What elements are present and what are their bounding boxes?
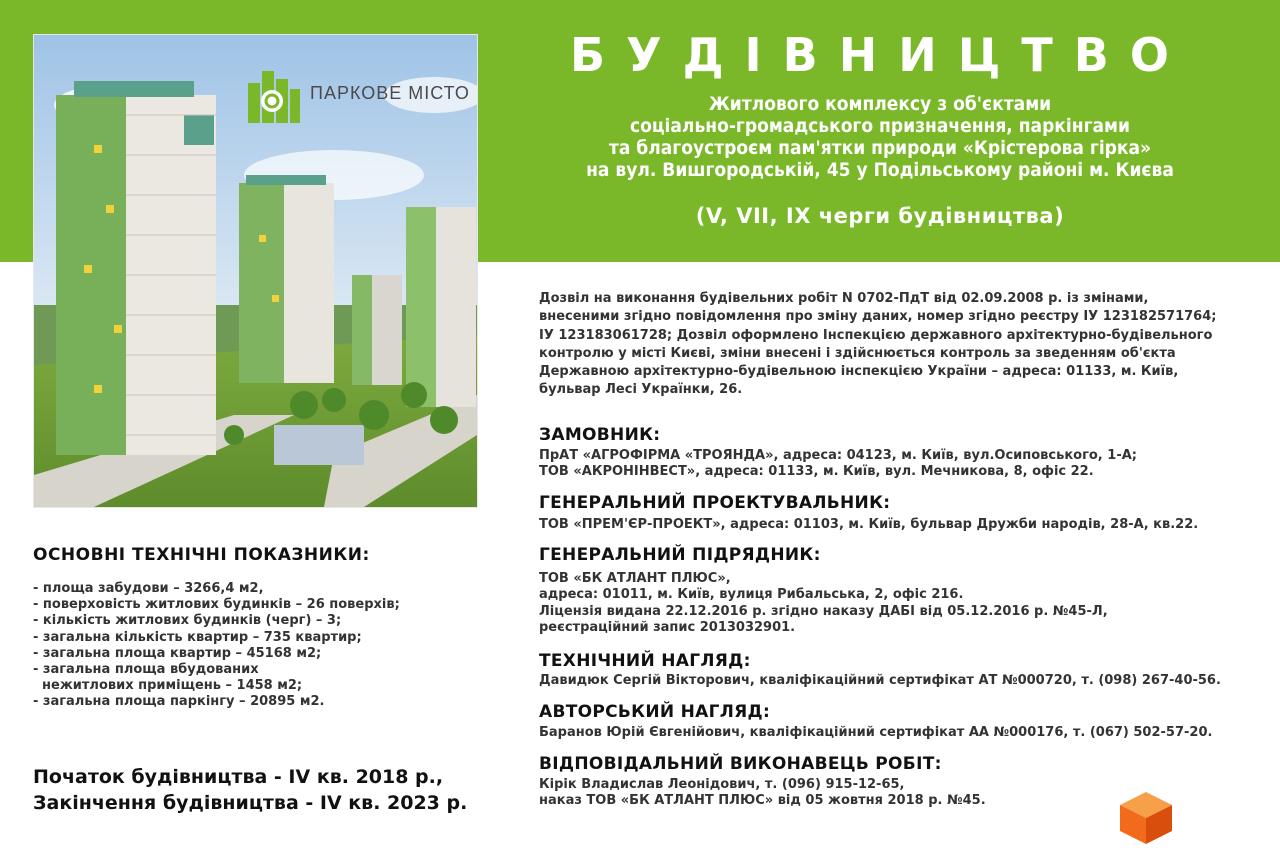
author-supervision-details — [539, 725, 1259, 741]
tech-indicators-list — [33, 581, 400, 711]
author-supervision-heading: АВТОРСЬКИЙ НАГЛЯД: — [539, 702, 771, 722]
logo-text: ПАРКОВЕ МІСТО — [310, 83, 470, 103]
executor-line: наказ ТОВ «БК АТЛАНТ ПЛЮС» від 05 жовтня 2018 р. №45. — [539, 793, 986, 809]
list-item: нежитлових приміщень – 1458 м2; — [33, 678, 303, 694]
contractor-line: адреса: 01011, м. Київ, вулиця Рибальська, 2, офіс 216. — [539, 587, 964, 603]
tech-indicators-heading: ОСНОВНІ ТЕХНІЧНІ ПОКАЗНИКИ: — [33, 545, 370, 565]
contractor-line: Ліцензія видана 22.12.2016 р. згідно наказу ДАБІ від 05.12.2016 р. №45-Л, — [539, 603, 1108, 619]
designer-line: ТОВ «ПРЕМ'ЄР-ПРОЕКТ», адреса: 01103, м. Київ, бульвар Дружби народів, 28-А, кв.22. — [539, 517, 1199, 532]
contractor-heading: ГЕНЕРАЛЬНИЙ ПІДРЯДНИК: — [539, 545, 821, 565]
executor-line: Кірік Владислав Леонідович, т. (096) 915-12-65, — [539, 777, 905, 792]
construction-stages: (V, VII, IX черги будівництва) — [695, 204, 1065, 228]
construction-dates — [33, 764, 467, 816]
customer-line: ПрАТ «АГРОФІРМА «ТРОЯНДА», адреса: 04123, м. Київ, вул.Осиповського, 1-А; — [539, 448, 1137, 463]
customer-heading: ЗАМОВНИК: — [539, 425, 661, 445]
subtitle-line: соціально-громадського призначення, паркінгами — [630, 115, 1130, 137]
permit-line: Дозвіл на виконання будівельних робіт N 0702-ПдТ від 02.09.2008 р. із змінами, — [539, 291, 1149, 306]
list-item: - загальна кількість квартир – 735 квартир; — [33, 629, 362, 645]
cube-icon — [1118, 790, 1174, 846]
list-item: - поверховість житлових будинків – 26 поверхів; — [33, 597, 400, 613]
project-description — [480, 93, 1280, 181]
designer-heading: ГЕНЕРАЛЬНИЙ ПРОЕКТУВАЛЬНИК: — [539, 493, 891, 513]
end-date: Закінчення будівництва - IV кв. 2023 р. — [33, 792, 468, 814]
permit-line: ІУ 123183061728; Дозвіл оформлено Інспекцією державного архітектурно-будівельного — [539, 327, 1213, 343]
permit-line: внесеними згідно повідомлення про зміну даних, номер згідно реєстру ІУ 123182571764; — [539, 309, 1217, 325]
list-item: - загальна площа вбудованих — [33, 662, 259, 678]
executor-heading: ВІДПОВІДАЛЬНИЙ ВИКОНАВЕЦЬ РОБІТ: — [539, 754, 942, 774]
contractor-line: реєстраційний запис 2013032901. — [539, 619, 796, 635]
tech-supervision-details — [539, 673, 1259, 689]
customer-details — [539, 448, 1259, 481]
tech-supervision-line: Давидюк Сергій Вікторович, кваліфікаційний сертифікат АТ №000720, т. (098) 267-40-56. — [539, 673, 1221, 688]
page-title: БУДІВНИЦТВО — [570, 28, 1190, 82]
designer-details — [539, 517, 1259, 533]
list-item: - площа забудови – 3266,4 м2, — [33, 581, 264, 596]
subtitle-line: Житлового комплексу з об'єктами — [708, 93, 1052, 115]
building-illustration — [34, 35, 477, 507]
contractor-details — [539, 571, 1259, 636]
permit-block — [539, 290, 1239, 400]
permit-line: бульвар Лесі Українки, 26. — [539, 382, 743, 398]
contractor-line: ТОВ «БК АТЛАНТ ПЛЮС», — [539, 571, 731, 586]
subtitle-line: на вул. Вишгородській, 45 у Подільському районі м. Києва — [586, 159, 1174, 181]
author-supervision-line: Баранов Юрій Євгенійович, кваліфікаційний сертифікат АА №000176, т. (067) 502-57-20. — [539, 725, 1213, 740]
start-date: Початок будівництва - IV кв. 2018 р., — [33, 766, 444, 788]
rendering-photo — [33, 34, 478, 508]
list-item: - загальна площа паркінгу – 20895 м2. — [33, 694, 325, 710]
permit-line: контролю у місті Києві, зміни внесені і здійснюється контроль за зведенням об'єкта — [539, 345, 1176, 361]
list-item: - кількість житлових будинків (черг) – 3; — [33, 613, 342, 629]
tech-supervision-heading: ТЕХНІЧНИЙ НАГЛЯД: — [539, 651, 751, 671]
subtitle-line: та благоустроєм пам'ятки природи «Крістерова гірка» — [608, 137, 1152, 159]
permit-line: Державною архітектурно-будівельною інспекцією України – адреса: 01133, м. Київ, — [539, 364, 1179, 380]
list-item: - загальна площа квартир – 45168 м2; — [33, 645, 322, 661]
customer-line: ТОВ «АКРОНІНВЕСТ», адреса: 01133, м. Київ, вул. Мечникова, 8, офіс 22. — [539, 464, 1094, 480]
